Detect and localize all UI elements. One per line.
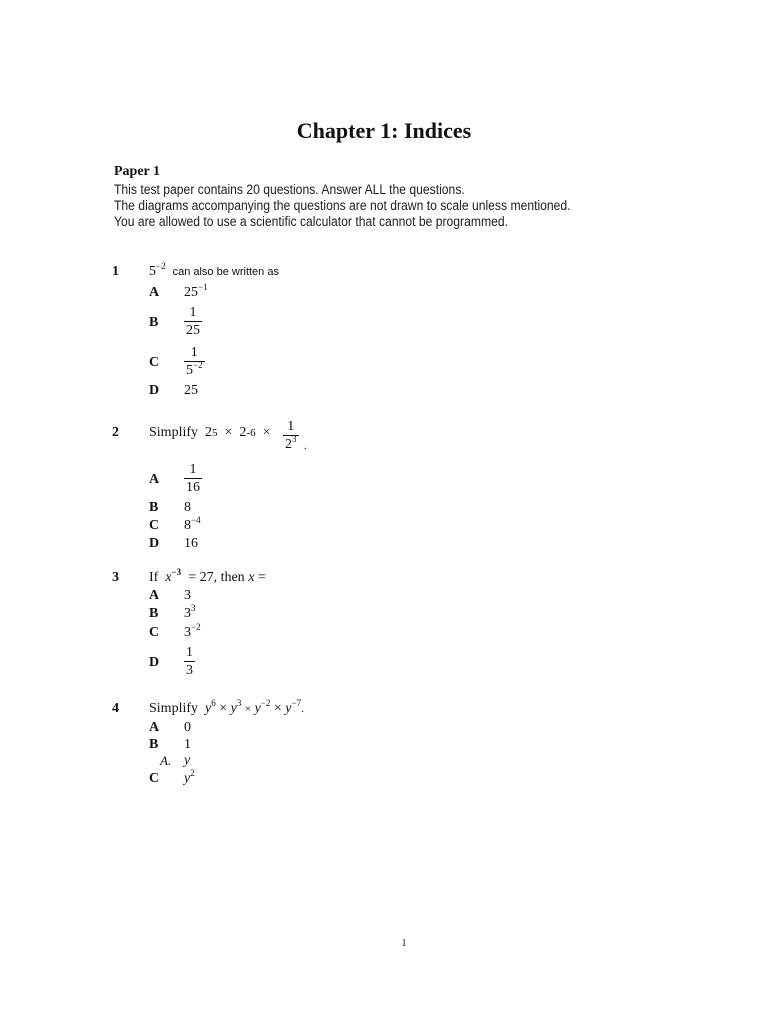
option-answer: 25 <box>184 383 198 398</box>
fraction <box>184 644 195 679</box>
fraction <box>184 461 202 496</box>
denominator: $5^{-2}$ <box>186 360 203 378</box>
base: 5 <box>149 264 156 279</box>
question-number: 2 <box>112 425 119 440</box>
question-stem: If $x^{-3} = 27$, then x = <box>149 567 266 585</box>
option-label: C <box>149 355 160 370</box>
option-answer: 8 <box>184 500 191 515</box>
question-number: 1 <box>112 264 119 279</box>
option-label: A <box>149 285 160 300</box>
option-label: D <box>149 383 160 398</box>
base: 25 <box>184 285 198 300</box>
option-answer: 0 <box>184 720 191 735</box>
option-answer <box>184 282 208 301</box>
fraction <box>184 344 205 379</box>
period: . <box>304 440 307 452</box>
fraction <box>283 418 299 453</box>
option-label: B <box>149 500 159 515</box>
stem-text: can also be written as <box>172 266 279 278</box>
paper-label: Paper 1 <box>114 164 161 179</box>
question-stem <box>149 261 279 280</box>
option-label: A <box>149 588 160 603</box>
numerator: 1 <box>189 462 197 477</box>
option-label: B <box>149 606 159 621</box>
option-label: B <box>149 737 159 752</box>
denominator: 25 <box>186 323 200 338</box>
option-answer: $y^2$ <box>184 768 195 786</box>
denominator: $2^3$ <box>285 434 297 452</box>
numerator: 1 <box>287 419 295 434</box>
stray-option-label: A. <box>160 753 172 768</box>
option-answer: $3^{-2}$ <box>184 622 201 640</box>
option-label: C <box>149 771 160 786</box>
page-number: 1 <box>401 938 407 949</box>
option-label: D <box>149 655 160 670</box>
fraction <box>184 304 202 339</box>
option-answer: $3^3$ <box>184 603 196 621</box>
option-answer: 16 <box>184 536 198 551</box>
option-answer: y <box>184 753 191 768</box>
instruction-line: This test paper contains 20 questions. Answer ALL the questions. <box>114 182 465 197</box>
question-stem: Simplify $y^6 \times y^3 \times y^{-2} \times y^{-7}$. <box>149 698 304 716</box>
numerator: 1 <box>190 345 198 360</box>
denominator: 16 <box>186 480 200 495</box>
option-label: C <box>149 518 160 533</box>
option-answer: 3 <box>184 588 191 603</box>
question-stem: Simplify 25 × 2-6 × <box>149 425 271 440</box>
option-label: C <box>149 625 160 640</box>
question-number: 4 <box>112 701 119 716</box>
option-label: A <box>149 720 160 735</box>
page-title: Chapter 1: Indices <box>296 118 472 143</box>
instruction-line: You are allowed to use a scientific calculator that cannot be programmed. <box>114 214 508 229</box>
option-answer: 1 <box>184 737 191 752</box>
numerator: 1 <box>189 305 197 320</box>
option-answer: $8^{-4}$ <box>184 515 201 533</box>
instruction-line: The diagrams accompanying the questions are not drawn to scale unless mentioned. <box>114 198 571 213</box>
numerator: 1 <box>186 645 193 660</box>
denominator: 3 <box>186 663 193 678</box>
option-label: B <box>149 315 159 330</box>
option-label: A <box>149 472 160 487</box>
option-label: D <box>149 536 160 551</box>
exponent: −1 <box>198 282 208 292</box>
question-number: 3 <box>112 570 119 585</box>
exponent: −2 <box>156 261 166 271</box>
